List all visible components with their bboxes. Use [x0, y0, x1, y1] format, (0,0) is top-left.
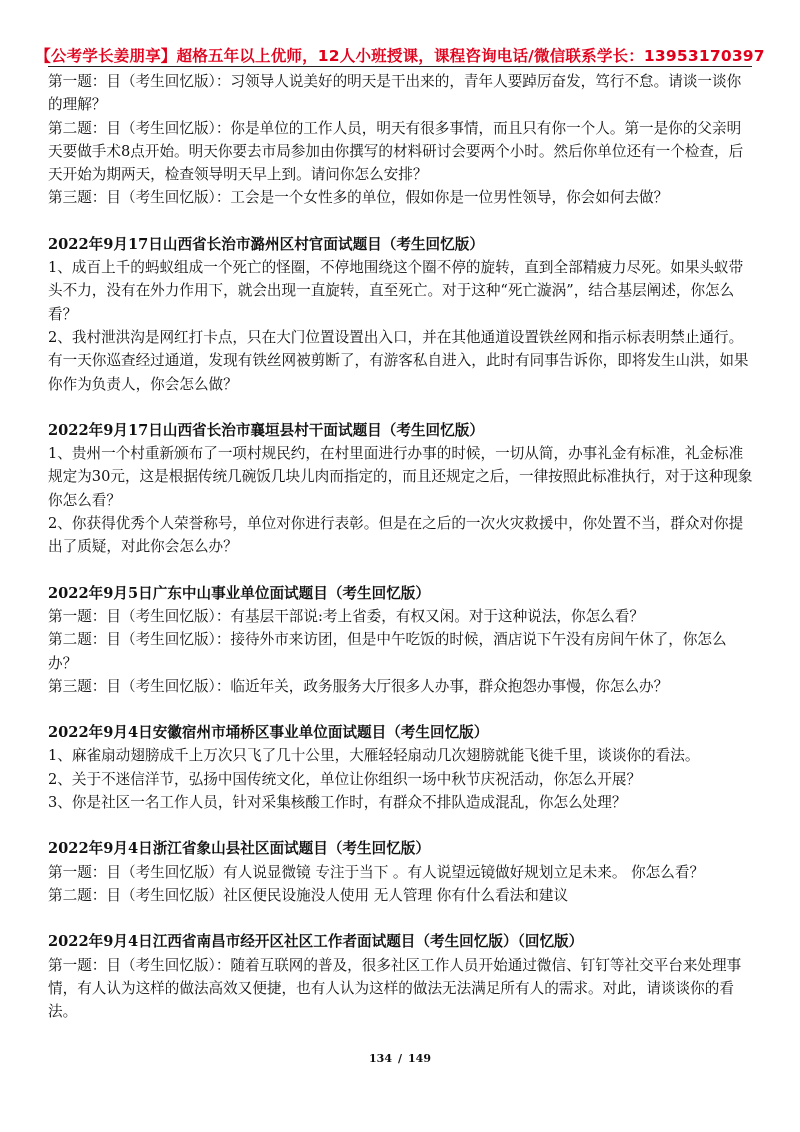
- question-item: 第一题：目（考生回忆版）：有基层干部说:考上省委，有权又闲。对于这种说法，你怎么看？: [48, 607, 644, 625]
- page-number: [0, 1052, 800, 1065]
- section-title: 2022年9月17日山西省长治市潞州区村官面试题目（考生回忆版）: [48, 235, 484, 253]
- question-item: 第三题：目（考生回忆版）：工会是一个女性多的单位，假如你是一位男性领导，你会如何去做？: [48, 189, 669, 207]
- section-title: 2022年9月4日浙江省象山县社区面试题目（考生回忆版）: [48, 840, 430, 858]
- question-item: 2、关于不迷信洋节，弘扬中国传统文化，单位让你组织一场中秋节庆祝活动，你怎么开展？: [48, 770, 642, 788]
- section-title: 2022年9月5日广东中山事业单位面试题目（考生回忆版）: [48, 584, 430, 602]
- question-item: 1、贵州一个村重新颁布了一项村规民约，在村里面进行办事的时候，一切从简，办事礼金有标准，礼金标准规定为30元，这是根据传统几碗饭几块儿肉而指定的，而且还规定之后，一律按照此标准执行，对于这种现象你怎么看？: [48, 445, 753, 509]
- question-item: 3、你是社区一名工作人员，针对采集核酸工作时，有群众不排队造成混乱，你怎么处理？: [48, 794, 627, 812]
- section-title: 2022年9月4日安徽宿州市埇桥区事业单位面试题目（考生回忆版）: [48, 724, 489, 742]
- section: [48, 837, 754, 907]
- question-item: 第三题：目（考生回忆版）：临近年关，政务服务大厅很多人办事，群众抱怨办事慢，你怎么办？: [48, 677, 669, 695]
- question-item: 2、你获得优秀个人荣誉称号，单位对你进行表彰。但是在之后的一次火灾救援中，你处置不当，群众对你提出了质疑，对此你会怎么办？: [48, 515, 744, 556]
- current-page: 134: [369, 1052, 392, 1065]
- section-title: 2022年9月4日江西省南昌市经开区社区工作者面试题目（考生回忆版）（回忆版）: [48, 933, 584, 951]
- page-header: 【公考学长姜朋享】超格五年以上优师，12人小班授课，课程咨询电话/微信联系学长：13953170397: [35, 47, 765, 65]
- section: [48, 70, 754, 210]
- page-separator: /: [397, 1052, 403, 1065]
- question-item: 第一题：目（考生回忆版）有人说显微镜 专注于当下 。有人说望远镜做好规划立足未来。 你怎么看？: [48, 863, 705, 881]
- question-item: 1、麻雀扇动翅膀成千上万次只飞了几十公里，大雁轻轻扇动几次翅膀就能飞徙千里，谈谈你的看法。: [48, 747, 700, 765]
- question-item: 第一题：目（考生回忆版）：习领导人说美好的明天是干出来的，青年人要踔厉奋发，笃行不怠。请谈一谈你的理解？: [48, 73, 742, 114]
- question-item: 1、成百上千的蚂蚁组成一个死亡的怪圈，不停地围绕这个圈不停的旋转，直到全部精疲力尽死。如果头蚁带头不力，没有在外力作用下，就会出现一直旋转，直至死亡。对于这种“死亡漩涡”，结合基层阐述，你怎么看？: [48, 259, 744, 323]
- question-item: 第二题：目（考生回忆版）社区便民设施没人使用 无人管理 你有什么看法和建议: [48, 886, 569, 904]
- section: [48, 721, 754, 814]
- document-body: [48, 70, 754, 1023]
- question-item: 第二题：目（考生回忆版）：你是单位的工作人员，明天有很多事情，而且只有你一个人。第一是你的父亲明天要做手术8点开始。明天你要去市局参加由你撰写的材料研讨会要两个小时。然后你单位还有一个检查，后天开始为期两天，检查领导明天早上到。请问你怎么安排？: [48, 119, 744, 184]
- question-item: 第一题：目（考生回忆版）：随着互联网的普及，很多社区工作人员开始通过微信、钉钉等社交平台来处理事情，有人认为这样的做法高效又便捷，也有人认为这样的做法无法满足所有人的需求。对此，请谈谈你的看法。: [48, 956, 742, 1021]
- section: [48, 582, 754, 698]
- section-title: 2022年9月17日山西省长治市襄垣县村干面试题目（考生回忆版）: [48, 421, 484, 439]
- section: [48, 930, 754, 1023]
- question-item: 2、我村泄洪沟是网红打卡点，只在大门位置设置出入口，并在其他通道设置铁丝网和指示标表明禁止通行。有一天你巡查经过通道，发现有铁丝网被剪断了，有游客私自进入，此时有同事告诉你，即将发生山洪，如果你作为负责人，你会怎么做？: [48, 328, 749, 393]
- total-pages: 149: [408, 1052, 431, 1065]
- section: [48, 233, 754, 396]
- question-item: 第二题：目（考生回忆版）：接待外市来访团，但是中午吃饭的时候，酒店说下午没有房间午休了，你怎么办？: [48, 631, 727, 672]
- section: [48, 419, 754, 559]
- header-divider: [48, 66, 752, 67]
